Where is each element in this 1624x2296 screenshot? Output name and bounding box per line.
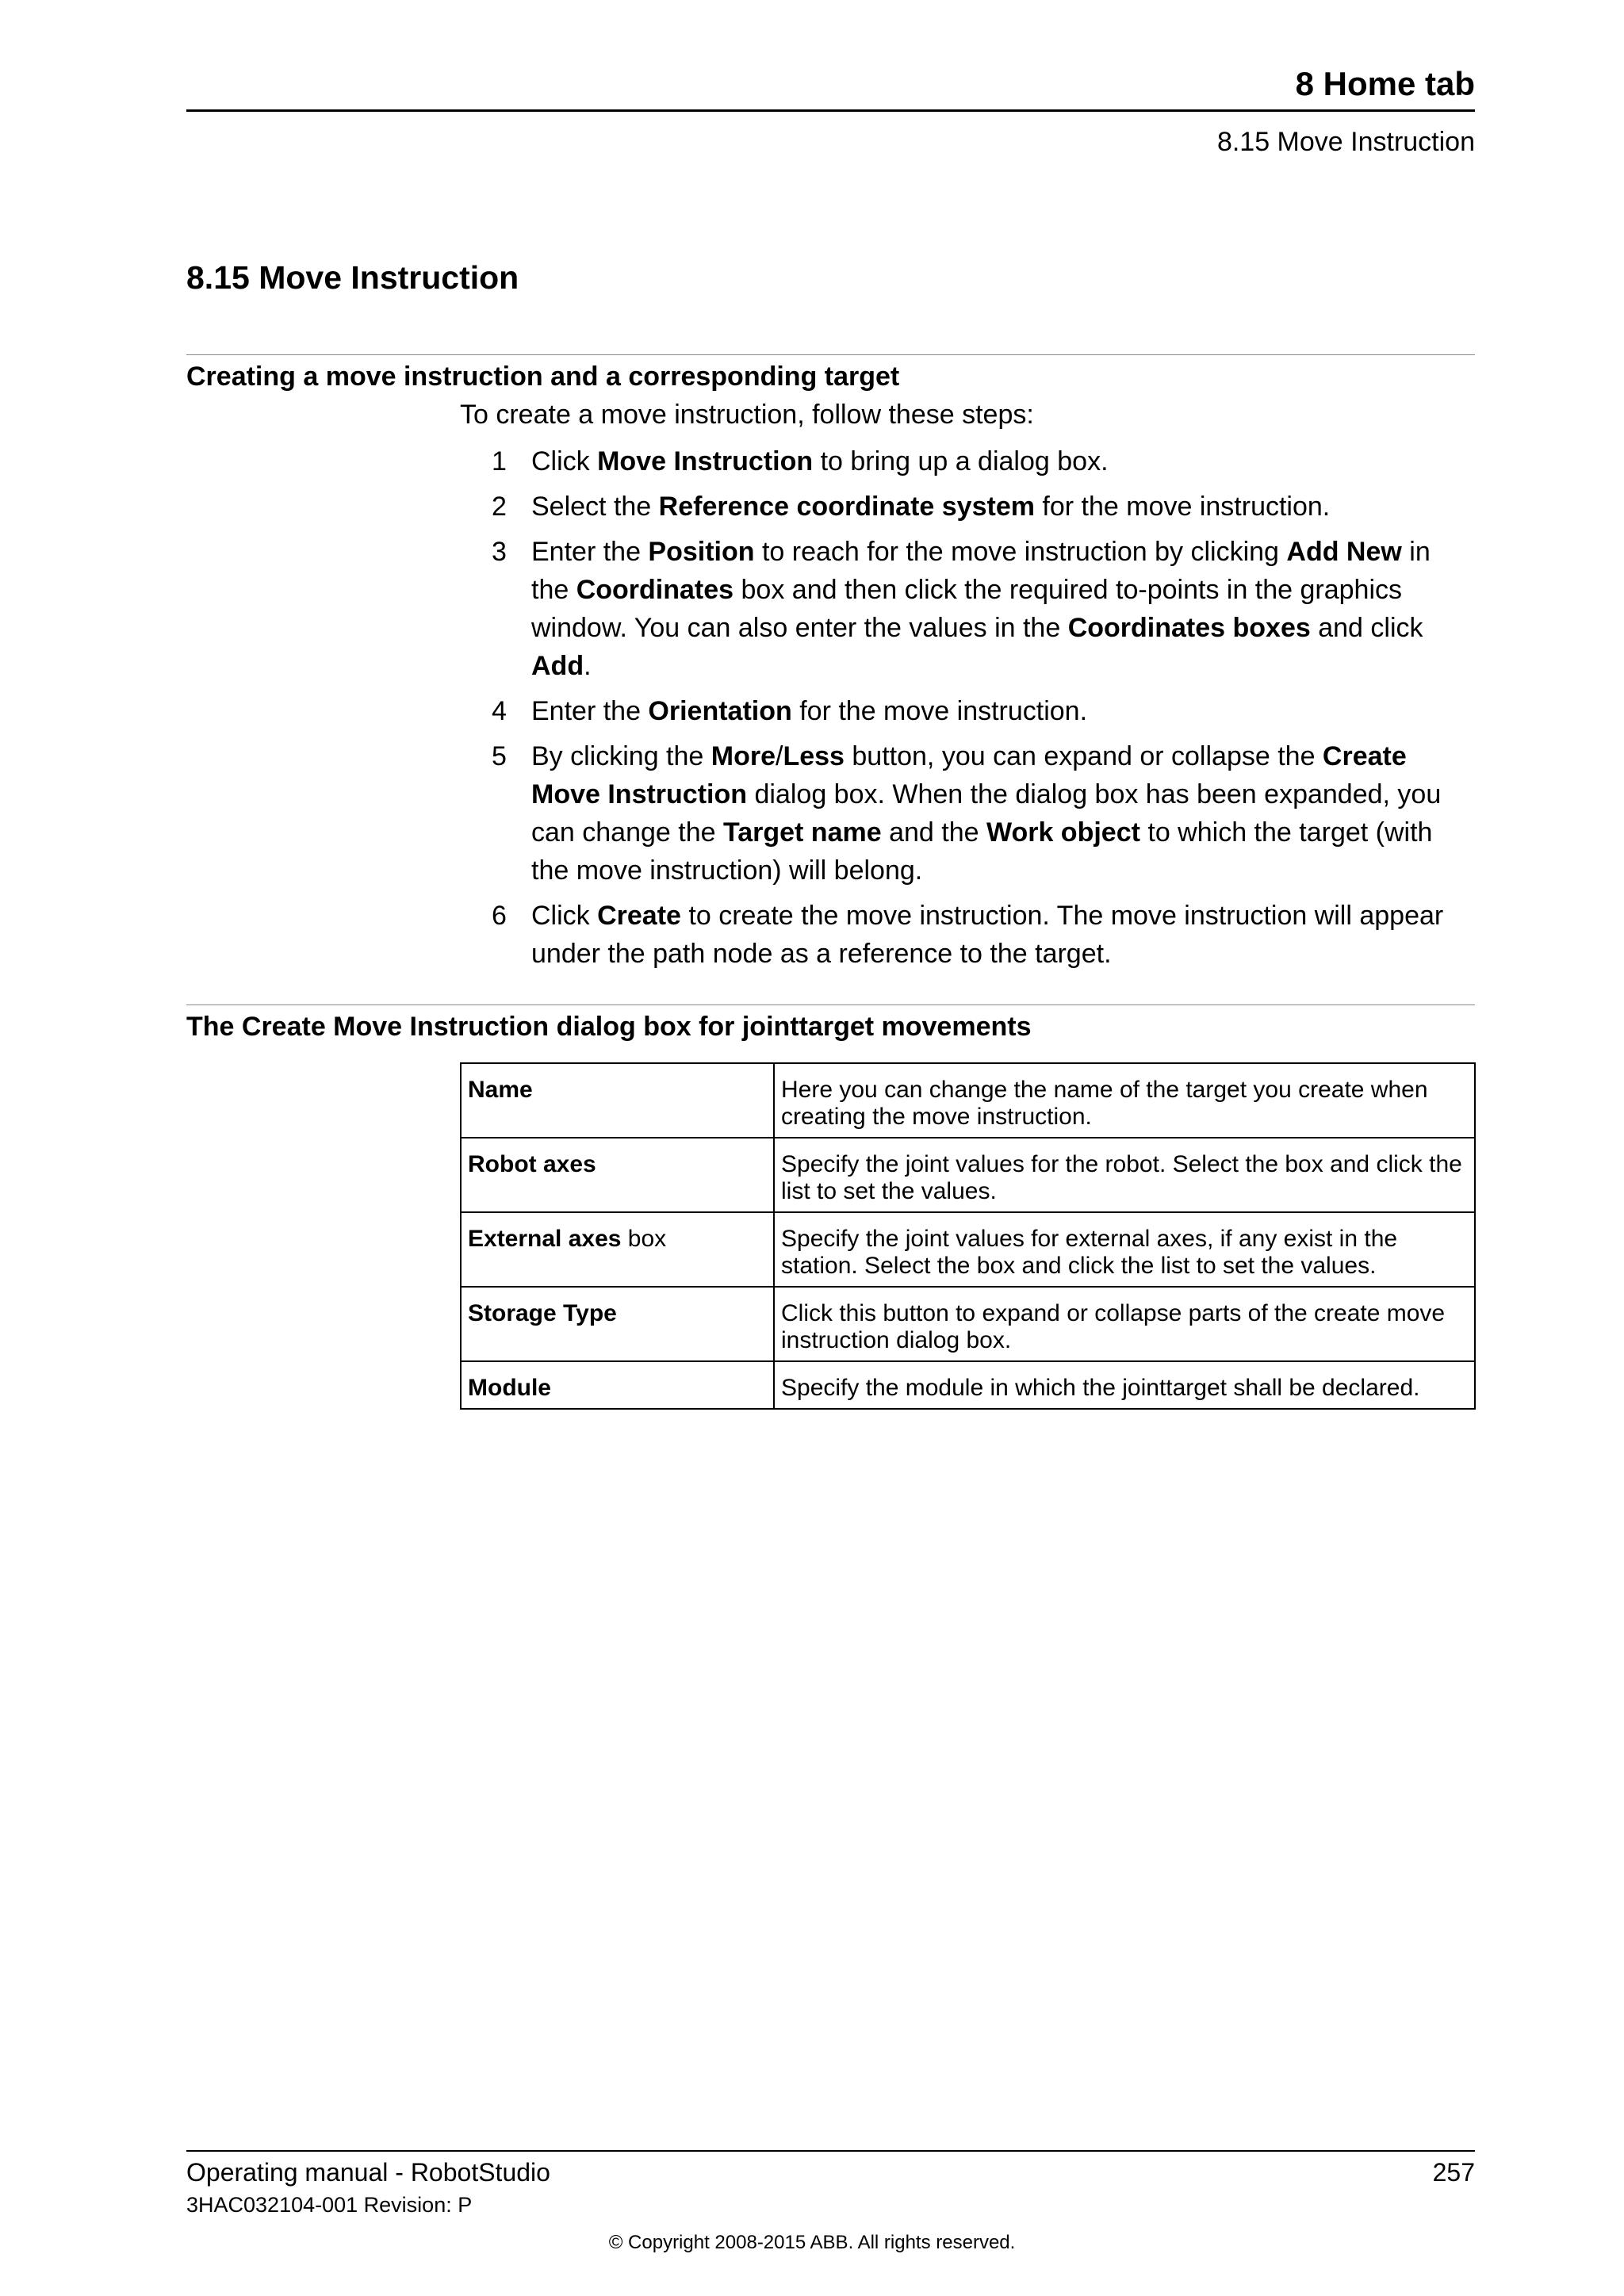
field-description-cell: Here you can change the name of the target you create when creating the move instruction.	[774, 1063, 1475, 1138]
field-name-cell: Name	[461, 1063, 774, 1138]
step-item: 3 Enter the Position to reach for the move instruction by clicking Add New in the Coordinates box and then click the required to-points in the graphics window. You can also enter the values in the Coordinates boxes and click Add.	[492, 533, 1475, 685]
step-number: 1	[492, 446, 507, 476]
step-item: 5 By clicking the More/Less button, you can expand or collapse the Create Move Instruction dialog box. When the dialog box has been expanded, you can change the Target name and the Work object to which the target (with the move instruction) will belong.	[492, 737, 1475, 890]
step-number: 6	[492, 901, 507, 931]
footer-document-id: 3HAC032104-001 Revision: P	[186, 2193, 473, 2217]
field-description-cell: Specify the module in which the jointtarget shall be declared.	[774, 1361, 1475, 1409]
footer-rule	[186, 2150, 1475, 2152]
subsection-rule-1	[186, 354, 1475, 355]
header-chapter: 8 Home tab	[1295, 65, 1475, 102]
section-title: 8.15 Move Instruction	[186, 259, 519, 296]
field-name-cell: Robot axes	[461, 1138, 774, 1212]
step-number: 5	[492, 741, 507, 771]
table-row	[461, 1212, 1475, 1287]
subsection-rule-2	[186, 1004, 1475, 1005]
field-name-cell: Storage Type	[461, 1287, 774, 1361]
subsection-heading-1: Creating a move instruction and a corresponding target	[186, 362, 900, 392]
table-row	[461, 1361, 1475, 1409]
step-number: 3	[492, 537, 507, 567]
steps-list	[492, 442, 1475, 980]
header-section: 8.15 Move Instruction	[1216, 127, 1475, 157]
table-row	[461, 1063, 1475, 1138]
field-name-cell: External axes box	[461, 1212, 774, 1287]
field-name-cell: Module	[461, 1361, 774, 1409]
header-rule	[186, 109, 1475, 112]
steps-intro: To create a move instruction, follow these steps:	[460, 400, 1034, 430]
table-row	[461, 1138, 1475, 1212]
dialog-fields-table	[460, 1062, 1476, 1410]
footer-manual-title: Operating manual - RobotStudio	[186, 2158, 550, 2187]
footer-copyright: © Copyright 2008-2015 ABB. All rights reserved.	[608, 2232, 1016, 2253]
step-item: 2 Select the Reference coordinate system for the move instruction.	[492, 488, 1475, 526]
step-item: 6 Click Create to create the move instruction. The move instruction will appear under the path node as a reference to the target.	[492, 897, 1475, 973]
page-number: 257	[1432, 2158, 1475, 2187]
field-description-cell: Specify the joint values for the robot. Select the box and click the list to set the values.	[774, 1138, 1475, 1212]
step-number: 2	[492, 492, 507, 522]
subsection-heading-2: The Create Move Instruction dialog box for jointtarget movements	[186, 1012, 1032, 1042]
field-description-cell: Specify the joint values for external axes, if any exist in the station. Select the box and click the list to set the values.	[774, 1212, 1475, 1287]
table-row	[461, 1287, 1475, 1361]
step-item: 1 Click Move Instruction to bring up a dialog box.	[492, 442, 1475, 480]
field-description-cell: Click this button to expand or collapse parts of the create move instruction dialog box.	[774, 1287, 1475, 1361]
step-item: 4 Enter the Orientation for the move instruction.	[492, 692, 1475, 730]
step-number: 4	[492, 696, 507, 726]
